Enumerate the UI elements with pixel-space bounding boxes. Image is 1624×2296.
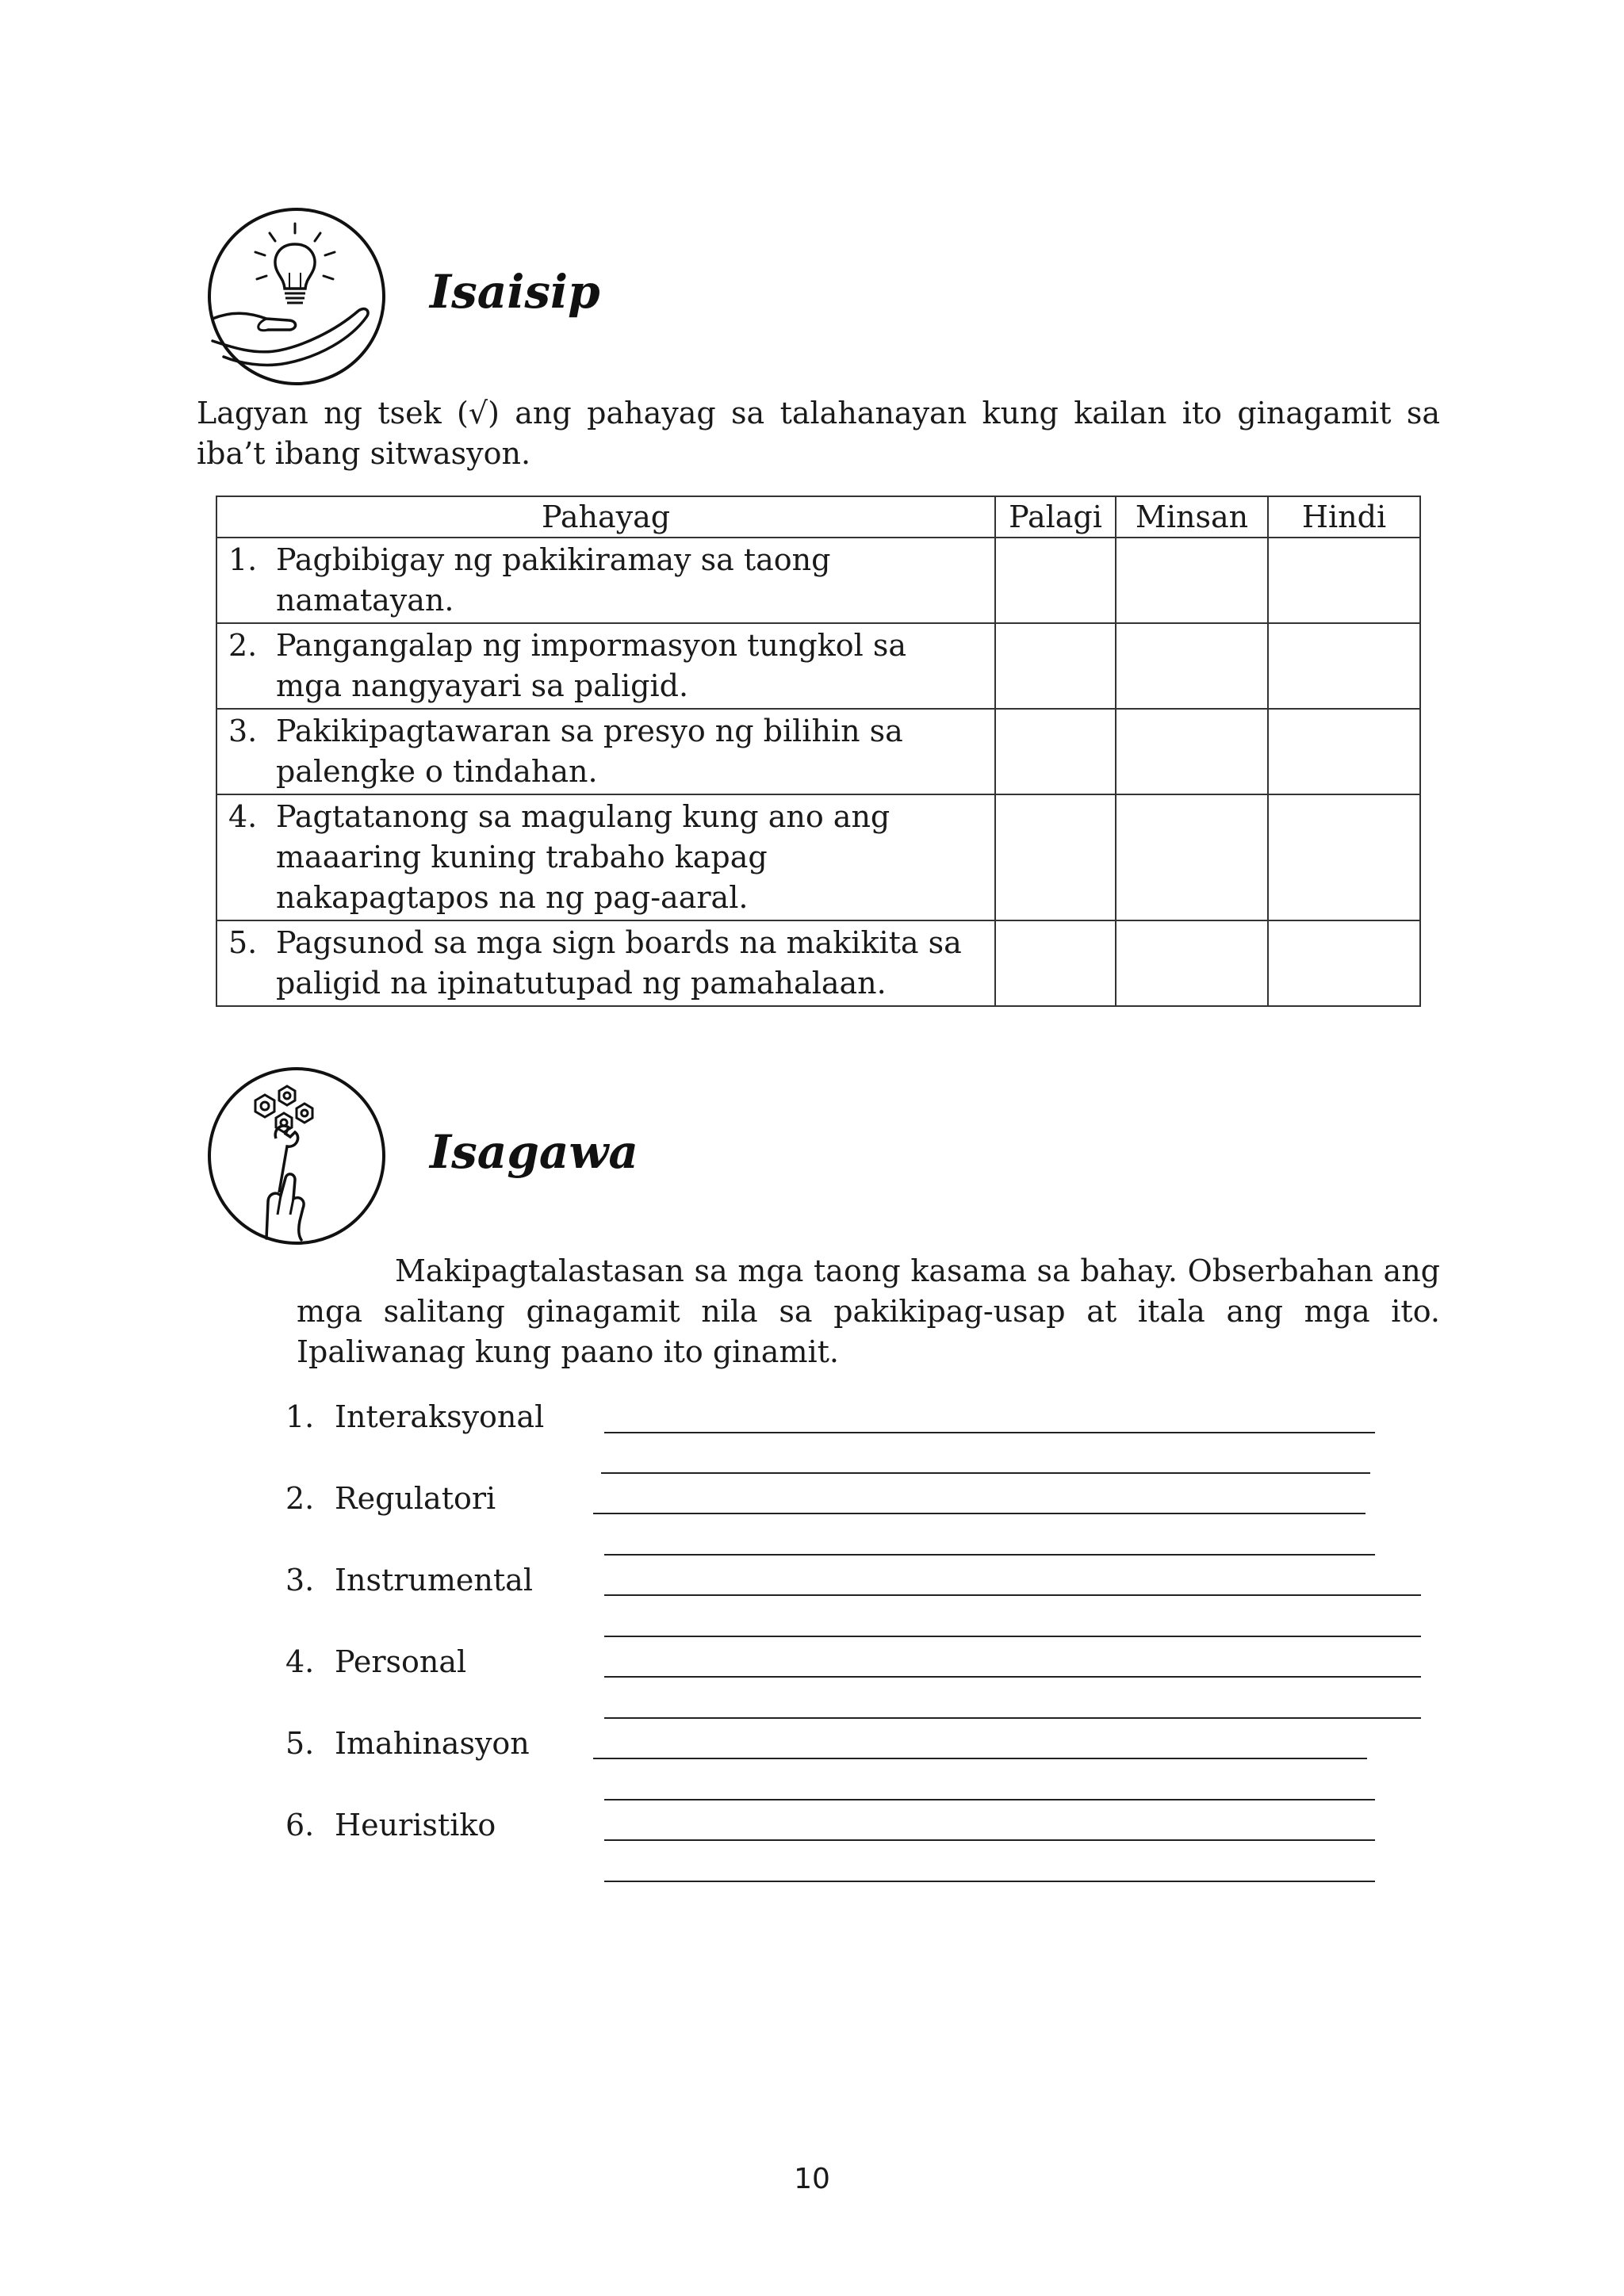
table-row: [216, 623, 1420, 709]
checkbox-cell-hindi[interactable]: [1268, 920, 1420, 1006]
answer-line[interactable]: [604, 1636, 1421, 1637]
checkbox-cell-minsan[interactable]: [1116, 538, 1268, 623]
answer-line[interactable]: [604, 1799, 1375, 1800]
row-number: 1.: [228, 542, 258, 577]
isagawa-instruction: Makipagtalastasan sa mga taong kasama sa bahay. Obserbahan ang mga salitang ginagamit nila sa pakikipag-usap at itala ang mga ito. Ipaliwanag kung paano ito ginamit.: [297, 1253, 1440, 1369]
item-personal: 4. Personal: [285, 1644, 467, 1679]
checkbox-cell-hindi[interactable]: [1268, 794, 1420, 920]
row-number: 5.: [228, 925, 258, 960]
header-palagi: Palagi: [995, 496, 1116, 538]
table-row: [216, 920, 1420, 1006]
checkbox-cell-palagi[interactable]: [995, 920, 1116, 1006]
checklist-table: [216, 496, 1421, 1007]
answer-line[interactable]: [604, 1676, 1421, 1678]
item-interaksyonal: 1. Interaksyonal: [285, 1399, 545, 1434]
checkbox-cell-palagi[interactable]: [995, 709, 1116, 794]
header-pahayag: Pahayag: [216, 496, 995, 538]
checkbox-cell-minsan[interactable]: [1116, 709, 1268, 794]
item-imahinasyon: 5. Imahinasyon: [285, 1726, 530, 1761]
row-statement: Pagbibigay ng pakikiramay sa taong namatayan.: [276, 542, 831, 618]
checkbox-cell-palagi[interactable]: [995, 538, 1116, 623]
checkbox-cell-hindi[interactable]: [1268, 709, 1420, 794]
header-minsan: Minsan: [1116, 496, 1268, 538]
row-statement: Pagtatanong sa magulang kung ano ang maaaring kuning trabaho kapag nakapagtapos na ng pag-aaral.: [276, 799, 891, 915]
answer-line[interactable]: [604, 1717, 1421, 1719]
header-hindi: Hindi: [1268, 496, 1420, 538]
answer-line[interactable]: [604, 1594, 1421, 1596]
checkbox-cell-hindi[interactable]: [1268, 623, 1420, 709]
row-number: 2.: [228, 628, 258, 663]
table-header-row: [216, 496, 1420, 538]
isaisip-title: Isaisip: [430, 265, 600, 319]
row-statement: Pangangalap ng impormasyon tungkol sa mga nangyayari sa paligid.: [276, 628, 906, 703]
answer-line[interactable]: [601, 1472, 1370, 1474]
item-instrumental: 3. Instrumental: [285, 1563, 533, 1598]
answer-line[interactable]: [604, 1839, 1375, 1841]
answer-line[interactable]: [604, 1432, 1375, 1433]
item-heuristiko: 6. Heuristiko: [285, 1808, 496, 1843]
lightbulb-hand-icon: [200, 200, 390, 390]
table-row: [216, 538, 1420, 623]
checkbox-cell-minsan[interactable]: [1116, 794, 1268, 920]
checkbox-cell-minsan[interactable]: [1116, 623, 1268, 709]
item-regulatori: 2. Regulatori: [285, 1481, 496, 1516]
answer-line[interactable]: [604, 1881, 1375, 1882]
row-number: 4.: [228, 799, 258, 834]
isagawa-title: Isagawa: [430, 1125, 639, 1179]
answer-line[interactable]: [593, 1758, 1367, 1759]
wrench-hand-icon: [200, 1059, 390, 1249]
answer-line[interactable]: [604, 1554, 1375, 1556]
page-number: 10: [794, 2163, 830, 2195]
checkbox-cell-palagi[interactable]: [995, 623, 1116, 709]
row-statement: Pakikipagtawaran sa presyo ng bilihin sa palengke o tindahan.: [276, 714, 903, 789]
checkbox-cell-hindi[interactable]: [1268, 538, 1420, 623]
table-row: [216, 794, 1420, 920]
isaisip-instruction: Lagyan ng tsek (√) ang pahayag sa talahanayan kung kailan ito ginagamit sa iba’t ibang sitwasyon.: [197, 396, 1440, 471]
checkbox-cell-minsan[interactable]: [1116, 920, 1268, 1006]
row-number: 3.: [228, 714, 258, 748]
table-row: [216, 709, 1420, 794]
checkbox-cell-palagi[interactable]: [995, 794, 1116, 920]
answer-line[interactable]: [593, 1513, 1365, 1514]
row-statement: Pagsunod sa mga sign boards na makikita sa paligid na ipinatutupad ng pamahalaan.: [276, 925, 962, 1001]
